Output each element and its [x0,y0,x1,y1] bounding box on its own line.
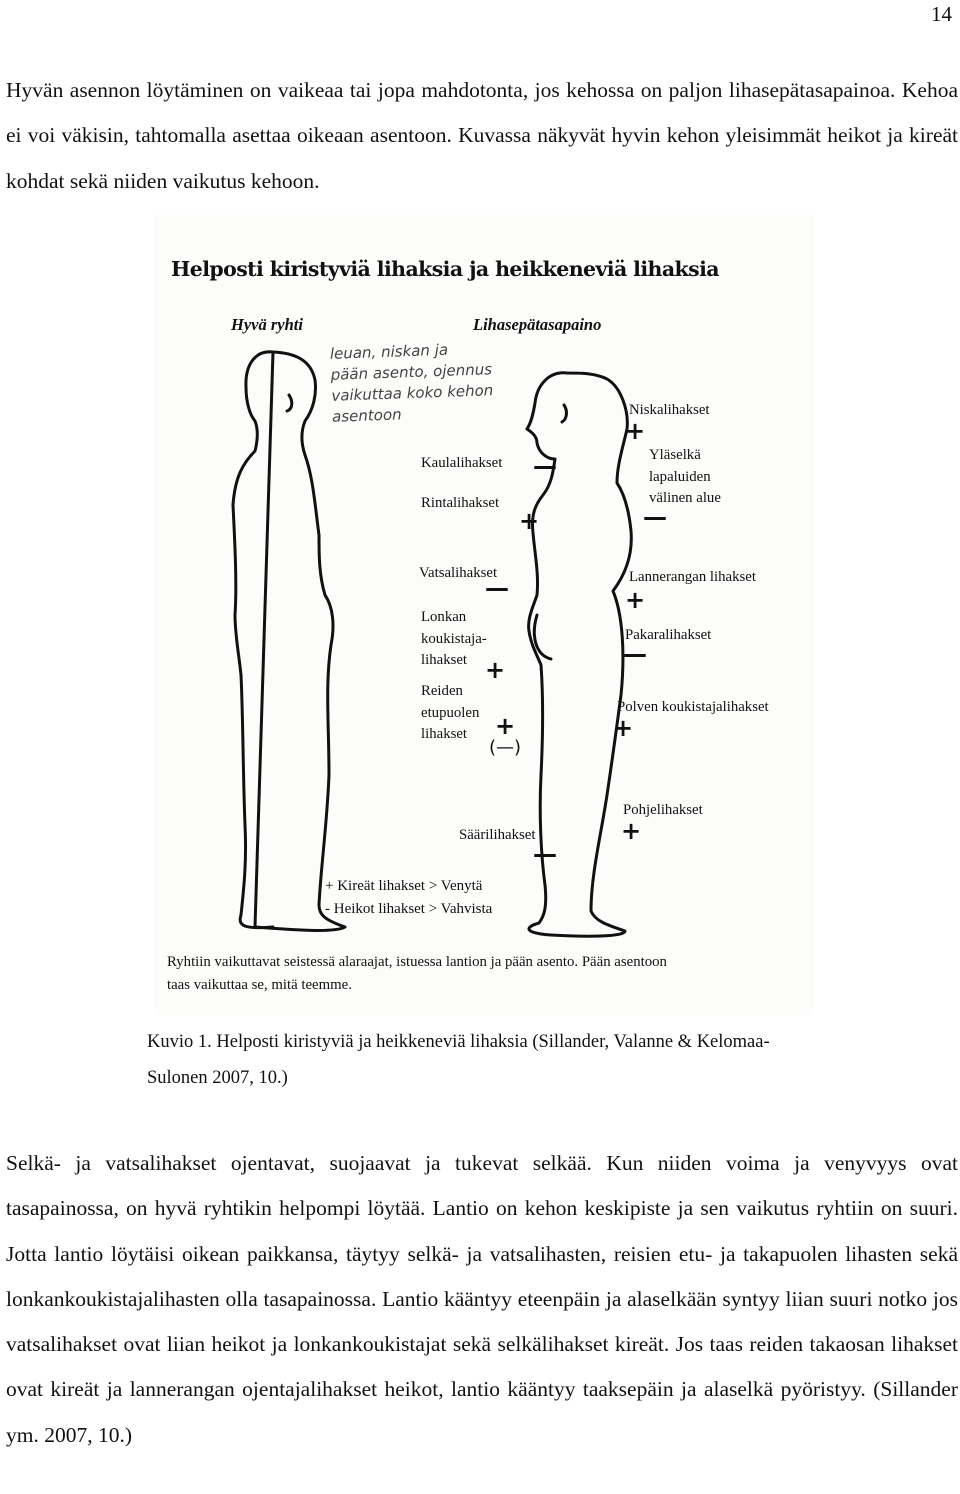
mark-pakaralihakset: — [623,640,647,668]
label-ylaselka: Yläselkä lapaluiden välinen alue [649,447,721,506]
imbalance-heading: Lihasepätasapaino [473,315,602,334]
label-lannerangan: Lannerangan lihakset [629,569,756,585]
mark-niskalihakset: + [625,417,646,445]
label-reiden: Reiden etupuolen lihakset [421,683,480,742]
mark-rintalihakset: + [519,507,540,535]
figure-footer: Ryhtiin vaikuttavat seistessä alaraajat, istuessa lantion ja pään asento. Pään asentoon taas vaikuttaa se, mitä teemme. [167,954,667,993]
mark-saarilihakset: — [533,840,557,868]
mark-lonkan: + [485,656,506,684]
figure-caption: Kuvio 1. Helposti kiristyviä ja heikkeneviä lihaksia (Sillander, Valanne & Kelomaa-Sulonen 2007, 10.) [147,1032,770,1088]
page-number: 14 [931,2,952,26]
mark-vatsalihakset: — [485,574,509,602]
mark-lannerangan: + [625,586,646,614]
good-posture-figure [233,352,345,931]
label-pakaralihakset: Pakaralihakset [625,627,712,643]
mark-pohjelihakset: + [621,817,642,845]
label-pohjelihakset: Pohjelihakset [623,802,703,818]
legend-weak: - Heikot lihakset > Vahvista [325,900,493,917]
posture-figure [155,215,813,1015]
figure-legend [325,875,492,920]
intro-paragraph: Hyvän asennon löytäminen on vaikeaa tai jopa mahdotonta, jos kehossa on paljon lihasepätasapainoa. Kehoa ei voi väkisin, tahtomalla asettaa oikeaan asentoon. Kuvassa näkyvät hyvin kehon yleisimmät heikot ja kireät kohdat sekä niiden vaikutus kehoon. [6,78,958,193]
mark-kaulalihakset: — [533,452,557,480]
mark-reiden: + [495,712,516,740]
label-polven: Polven koukistajalihakset [617,699,769,715]
label-lonkan: Lonkan koukistaja- lihakset [421,609,487,668]
body-paragraph: Selkä- ja vatsalihakset ojentavat, suojaavat ja tukevat selkää. Kun niiden voima ja venyvyys ovat tasapainossa, on hyvä ryhtikin helpompi löytää. Lantio on kehon keskipiste ja sen vaikutus ryhtiin on suuri. Jotta lantio löytäisi oikean paikkansa, täytyy selkä- ja vatsalihasten, reisien etu- ja takapuolen lihasten sekä lonkankoukistajalihasten olla tasapainossa. Lantio kääntyy eteenpäin ja alaselkään syntyy liian suuri notko jos vatsalihakset ovat liian heikot ja lonkankoukistajat sekä selkälihakset kireät. Jos taas reiden takaosan lihakset ovat kireät ja lannerangan ojentajalihakset heikot, lantio kääntyy taaksepäin ja alaselkä pyöristyy. (Sillander ym. 2007, 10.) [6,1151,958,1447]
label-vatsalihakset: Vatsalihakset [419,565,498,581]
mark-polven: + [613,714,634,742]
label-kaulalihakset: Kaulalihakset [421,455,503,471]
label-niskalihakset: Niskalihakset [629,402,710,418]
handwritten-note: leuan, niskan ja pään asento, ojennus vaikuttaa koko kehon asentoon [329,340,494,426]
good-posture-heading: Hyvä ryhti [231,315,303,334]
legend-tight: + Kireät lihakset > Venytä [325,878,483,894]
figure-title: Helposti kiristyviä lihaksia ja heikkeneviä lihaksia [171,257,719,281]
label-rintalihakset: Rintalihakset [421,495,500,511]
label-saarilihakset: Säärilihakset [459,827,536,843]
mark-reiden-alt: (—) [489,737,522,758]
mark-ylaselka: — [643,503,667,531]
